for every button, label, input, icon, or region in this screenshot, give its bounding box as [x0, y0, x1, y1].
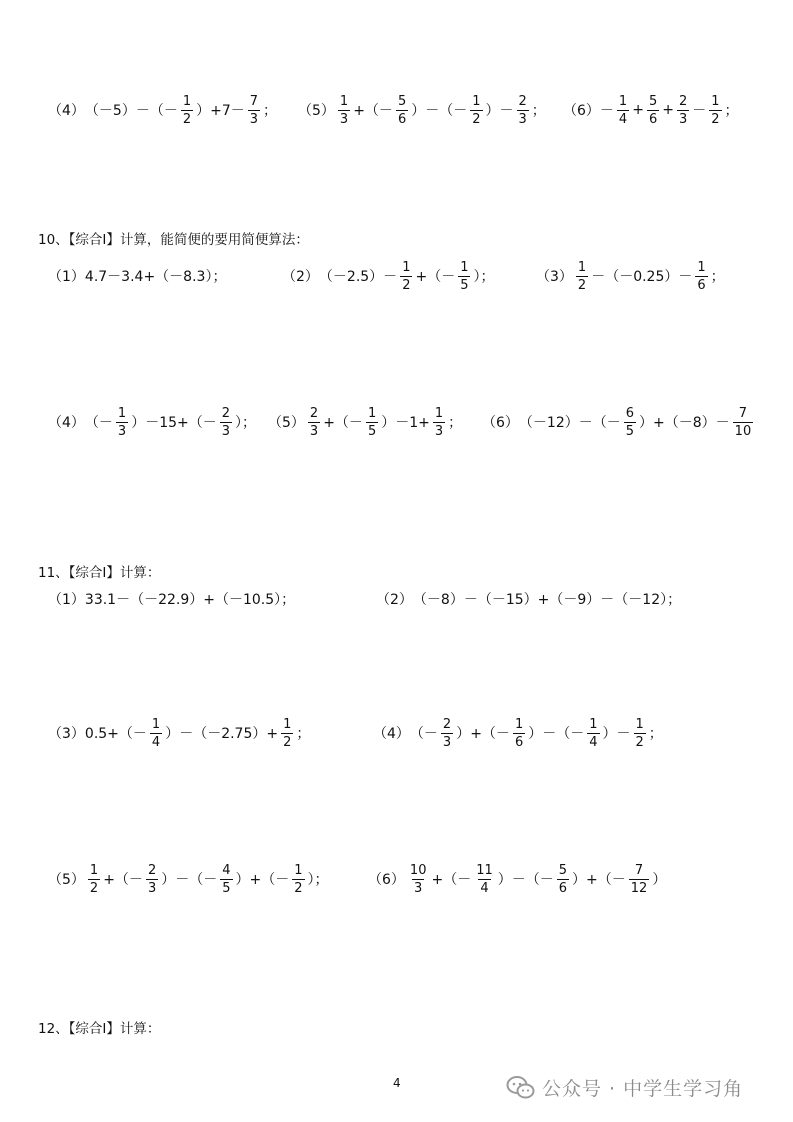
fraction-denominator: 3: [414, 880, 423, 896]
problem-1: [48, 266, 226, 286]
expression-text: （－5）－（－: [84, 103, 178, 119]
expression-text: －: [692, 103, 707, 119]
fraction: [709, 94, 721, 127]
expression-text: 33.1－（－22.9）+（－10.5）；: [84, 592, 296, 608]
expression-text: +: [662, 102, 674, 118]
fraction-numerator: 2: [147, 862, 157, 878]
problem-4: [48, 94, 277, 127]
expression-text: －（－0.25）－: [591, 269, 693, 285]
expression-text: （－2.5）－: [318, 269, 398, 285]
problem-label: （2）: [282, 269, 319, 285]
fraction-numerator: 1: [434, 405, 444, 421]
expression-text: 0.5+（－: [84, 726, 147, 742]
expression-text: ）－（－: [411, 103, 468, 119]
expression-text: －: [599, 103, 614, 119]
fraction-numerator: 1: [294, 862, 303, 878]
expression-text: ）；: [235, 415, 257, 431]
fraction-numerator: 7: [249, 93, 259, 109]
fraction: [733, 406, 754, 439]
expression-text: ）－15+（－: [131, 415, 217, 431]
problem-5: [298, 94, 546, 127]
fraction: [458, 260, 470, 293]
problem-label: （4）: [373, 726, 410, 742]
fraction: [150, 717, 162, 750]
expression-text: +（－: [415, 269, 456, 285]
problem-label: （4）: [48, 415, 85, 431]
fraction-numerator: 1: [89, 862, 99, 878]
fraction-numerator: 5: [397, 93, 407, 109]
fraction: [88, 863, 100, 896]
question-10-heading: 10、【综合Ⅰ】计算，能简便的要用简便算法：: [38, 232, 309, 248]
expression-text: ）+7－: [196, 103, 245, 119]
fraction-numerator: 1: [589, 716, 598, 732]
fraction-denominator: 3: [339, 111, 349, 127]
fraction-denominator: 3: [147, 880, 157, 896]
fraction: [366, 406, 378, 439]
problem-label: （1）: [48, 269, 85, 285]
expression-text: ）+（－: [572, 872, 626, 888]
fraction-denominator: 6: [648, 111, 658, 127]
fraction-denominator: 2: [472, 111, 481, 127]
expression-text: ；: [648, 726, 663, 742]
expression-text: +（－: [103, 872, 143, 888]
fraction-denominator: 2: [283, 734, 292, 750]
problem-3: [48, 717, 310, 750]
expression-text: ）；: [473, 269, 495, 285]
watermark-text: 公众号 · 中学生学习角: [542, 1078, 744, 1100]
fraction-numerator: 4: [222, 862, 231, 878]
fraction: [400, 260, 412, 293]
problem-label: （3）: [536, 269, 573, 285]
problem-2: [376, 589, 681, 609]
fraction-denominator: 2: [635, 734, 644, 750]
fraction-denominator: 3: [309, 423, 319, 439]
problem-label: （1）: [48, 592, 85, 608]
fraction: [220, 863, 232, 896]
expression-text: +（－: [353, 103, 393, 119]
fraction: [308, 406, 320, 439]
fraction: [441, 717, 453, 750]
fraction-numerator: 1: [697, 259, 706, 275]
fraction-numerator: 1: [151, 716, 161, 732]
fraction: [517, 94, 529, 127]
fraction-numerator: 1: [117, 405, 127, 421]
question-12-heading: 12、【综合Ⅰ】计算：: [38, 1021, 161, 1037]
problem-6: [482, 406, 756, 439]
problem-3: [536, 260, 725, 293]
problem-label: （6）: [563, 103, 600, 119]
fraction-numerator: 1: [514, 716, 524, 732]
fraction-denominator: 3: [249, 111, 259, 127]
problem-label: （6）: [368, 872, 405, 888]
fraction-denominator: 4: [480, 880, 489, 896]
expression-text: ）: [652, 872, 667, 888]
problem-label: （2）: [376, 592, 413, 608]
fraction: [624, 406, 636, 439]
fraction: [695, 260, 707, 293]
fraction-denominator: 3: [518, 111, 527, 127]
problem-5: [48, 863, 329, 896]
fraction-denominator: 3: [117, 423, 127, 439]
fraction-numerator: 2: [309, 405, 319, 421]
fraction: [433, 406, 445, 439]
expression-text: （－: [84, 415, 113, 431]
fraction: [629, 863, 650, 896]
fraction-numerator: 11: [476, 862, 493, 878]
problem-label: （5）: [268, 415, 305, 431]
fraction-denominator: 12: [630, 880, 648, 896]
fraction-numerator: 5: [558, 862, 568, 878]
expression-text: ；: [710, 269, 725, 285]
fraction-denominator: 3: [442, 734, 452, 750]
fraction: [338, 94, 350, 127]
expression-text: +: [632, 102, 644, 118]
fraction-numerator: 2: [221, 405, 231, 421]
fraction-denominator: 2: [294, 880, 303, 896]
problem-label: （5）: [48, 872, 85, 888]
expression-text: ）－（－: [497, 872, 554, 888]
expression-text: ；: [263, 103, 278, 119]
fraction-numerator: 1: [460, 259, 469, 275]
fraction-denominator: 5: [222, 880, 231, 896]
fraction-denominator: 5: [460, 277, 469, 293]
problem-6: [368, 863, 666, 896]
problem-label: （4）: [48, 103, 85, 119]
expression-text: ；: [296, 726, 311, 742]
fraction-denominator: 2: [577, 277, 587, 293]
fraction-numerator: 5: [648, 93, 658, 109]
expression-text: （－12）－（－: [518, 415, 621, 431]
fraction: [116, 406, 128, 439]
fraction-denominator: 2: [89, 880, 99, 896]
page-number: 4: [393, 1076, 401, 1090]
expression-text: +（－: [431, 872, 472, 888]
fraction-numerator: 1: [472, 93, 481, 109]
problem-2: [282, 260, 494, 293]
problem-6: [563, 94, 739, 127]
problem-4: [48, 406, 256, 439]
fraction-denominator: 5: [367, 423, 377, 439]
fraction: [146, 863, 158, 896]
fraction-numerator: 1: [283, 716, 292, 732]
fraction: [557, 863, 569, 896]
expression-text: ）－1+: [381, 415, 430, 431]
fraction: [281, 717, 293, 750]
expression-text: ）+（－8）－: [639, 415, 730, 431]
fraction: [587, 717, 599, 750]
fraction-denominator: 3: [221, 423, 231, 439]
fraction: [474, 863, 495, 896]
expression-text: +（－: [323, 415, 363, 431]
expression-text: ）－（－: [528, 726, 585, 742]
expression-text: （－: [409, 726, 438, 742]
problem-label: （5）: [298, 103, 335, 119]
fraction-denominator: 2: [711, 111, 720, 127]
question-11-heading: 11、【综合Ⅰ】计算：: [38, 565, 161, 581]
expression-text: ）+（－: [456, 726, 510, 742]
fraction-numerator: 6: [625, 405, 635, 421]
fraction-numerator: 1: [367, 405, 377, 421]
fraction-denominator: 5: [625, 423, 635, 439]
fraction-numerator: 1: [339, 93, 349, 109]
fraction-denominator: 2: [182, 111, 192, 127]
fraction: [220, 406, 232, 439]
fraction-numerator: 2: [678, 93, 688, 109]
fraction: [617, 94, 629, 127]
fraction-denominator: 3: [434, 423, 444, 439]
fraction-denominator: 2: [402, 277, 411, 293]
fraction: [634, 717, 646, 750]
fraction-denominator: 10: [734, 423, 752, 439]
problem-label: （3）: [48, 726, 85, 742]
expression-text: ；: [531, 103, 546, 119]
fraction: [647, 94, 659, 127]
expression-text: （－8）－（－15）+（－9）－（－12）；: [412, 592, 682, 608]
fraction-numerator: 1: [402, 259, 411, 275]
fraction-numerator: 1: [618, 93, 628, 109]
fraction: [677, 94, 689, 127]
fraction-denominator: 3: [678, 111, 688, 127]
fraction-denominator: 4: [151, 734, 161, 750]
expression-text: ）－: [485, 103, 514, 119]
fraction: [408, 863, 429, 896]
expression-text: ；: [448, 415, 463, 431]
expression-text: 4.7－3.4+（－8.3）；: [84, 269, 227, 285]
fraction: [576, 260, 588, 293]
fraction-numerator: 1: [577, 259, 587, 275]
fraction: [513, 717, 525, 750]
fraction-denominator: 6: [558, 880, 568, 896]
fraction-numerator: 2: [518, 93, 527, 109]
fraction-numerator: 7: [634, 862, 644, 878]
problem-4: [373, 717, 663, 750]
problem-5: [268, 406, 462, 439]
fraction-numerator: 2: [442, 716, 452, 732]
fraction-numerator: 7: [738, 405, 748, 421]
expression-text: ）－: [602, 726, 631, 742]
fraction: [292, 863, 304, 896]
expression-text: ）+（－: [235, 872, 290, 888]
fraction-denominator: 6: [514, 734, 524, 750]
fraction: [470, 94, 482, 127]
problem-label: （6）: [482, 415, 519, 431]
fraction: [248, 94, 260, 127]
fraction: [396, 94, 408, 127]
fraction-denominator: 4: [618, 111, 628, 127]
expression-text: ；: [724, 103, 739, 119]
fraction-numerator: 1: [711, 93, 720, 109]
fraction-numerator: 10: [409, 862, 427, 878]
fraction-numerator: 1: [182, 93, 192, 109]
problem-1: [48, 589, 295, 609]
watermark: [506, 1074, 743, 1101]
expression-text: ）；: [307, 872, 329, 888]
fraction: [181, 94, 193, 127]
fraction-denominator: 6: [697, 277, 706, 293]
fraction-denominator: 4: [589, 734, 598, 750]
fraction-numerator: 1: [635, 716, 644, 732]
expression-text: ）－（－: [161, 872, 218, 888]
expression-text: ）－（－2.75）+: [165, 726, 279, 742]
fraction-denominator: 6: [397, 111, 407, 127]
wechat-icon: [506, 1075, 536, 1101]
